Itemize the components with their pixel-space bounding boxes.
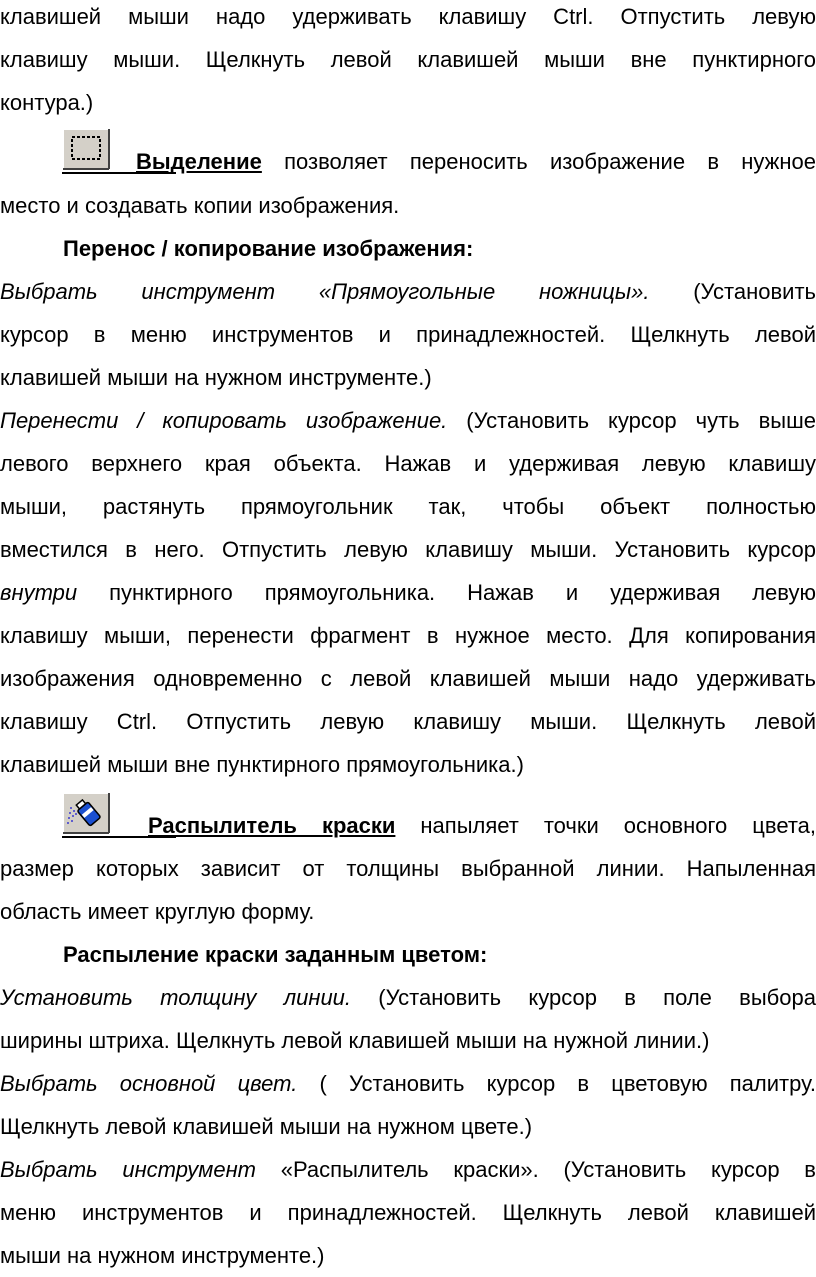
select-tool-name: Выделение: [136, 149, 262, 174]
step-line: ширины штриха. Щелкнуть левой клавишей мыши на нужной линии.): [0, 1028, 710, 1053]
step-line: [0, 1155, 816, 1185]
step-text: пунктирного прямоугольника. Нажав и удерживая левую: [77, 580, 816, 605]
tool-description-line: размер которых зависит от толщины выбранной линии. Напыленная: [0, 856, 816, 881]
step-line: мыши, растянуть прямоугольник так, чтобы объект полностью: [0, 494, 816, 519]
select-tool-desc: позволяет переносить изображение в нужное: [261, 149, 816, 174]
step-line: клавишу мыши, перенести фрагмент в нужное место. Для копирования: [0, 623, 816, 648]
step-line: левого верхнего края объекта. Нажав и удерживая левую клавишу: [0, 451, 816, 476]
paragraph-line: клавишу мыши. Щелкнуть левой клавишей мыши вне пунктирного: [0, 47, 816, 72]
step-text: (Установить курсор в поле выбора: [351, 985, 816, 1010]
step-line: вместился в него. Отпустить левую клавишу мыши. Установить курсор: [0, 537, 816, 562]
tool-description-line: [0, 811, 816, 841]
tool-description-line: [0, 147, 816, 177]
step-line: [0, 277, 816, 307]
paragraph-line: контура.): [0, 90, 94, 115]
tool-description-line: область имеет круглую форму.: [0, 899, 315, 924]
step-title: Установить толщину линии.: [0, 985, 352, 1010]
step-text: ( Установить курсор в цветовую палитру.: [297, 1071, 816, 1096]
step-text: (Установить: [649, 279, 816, 304]
tool-description-line: место и создавать копии изображения.: [0, 193, 400, 218]
step-line: изображения одновременно с левой клавишей мыши надо удерживать: [0, 666, 816, 691]
step-title: Выбрать инструмент: [0, 1157, 257, 1182]
section-heading: Распыление краски заданным цветом:: [63, 942, 488, 967]
paragraph-line: клавишей мыши надо удерживать клавишу Ctrl. Отпустить левую: [0, 4, 816, 29]
step-line: клавишей мыши на нужном инструменте.): [0, 365, 432, 390]
section-heading: Перенос / копирование изображения:: [63, 236, 474, 261]
step-line: [0, 1069, 816, 1099]
emphasis-word: внутри: [0, 580, 78, 605]
step-title: Выбрать инструмент «Прямоугольные ножницы».: [0, 279, 650, 304]
spray-tool-name: Распылитель краски: [148, 813, 396, 838]
step-line: меню инструментов и принадлежностей. Щелкнуть левой клавишей: [0, 1200, 816, 1225]
step-title: Перенести / копировать изображение.: [0, 408, 448, 433]
step-title: Выбрать основной цвет.: [0, 1071, 298, 1096]
step-line: клавишу Ctrl. Отпустить левую клавишу мыши. Щелкнуть левой: [0, 709, 816, 734]
step-text: (Установить курсор чуть выше: [447, 408, 816, 433]
step-line: курсор в меню инструментов и принадлежностей. Щелкнуть левой: [0, 322, 816, 347]
step-line: клавишей мыши вне пунктирного прямоугольника.): [0, 752, 524, 777]
step-line: [0, 406, 816, 436]
step-line: [0, 578, 816, 608]
step-line: [0, 983, 816, 1013]
step-text: «Распылитель краски». (Установить курсор в: [256, 1157, 816, 1182]
step-line: Щелкнуть левой клавишей мыши на нужном цвете.): [0, 1114, 533, 1139]
step-line: мыши на нужном инструменте.): [0, 1243, 325, 1268]
spray-tool-desc: напыляет точки основного цвета,: [395, 813, 816, 838]
